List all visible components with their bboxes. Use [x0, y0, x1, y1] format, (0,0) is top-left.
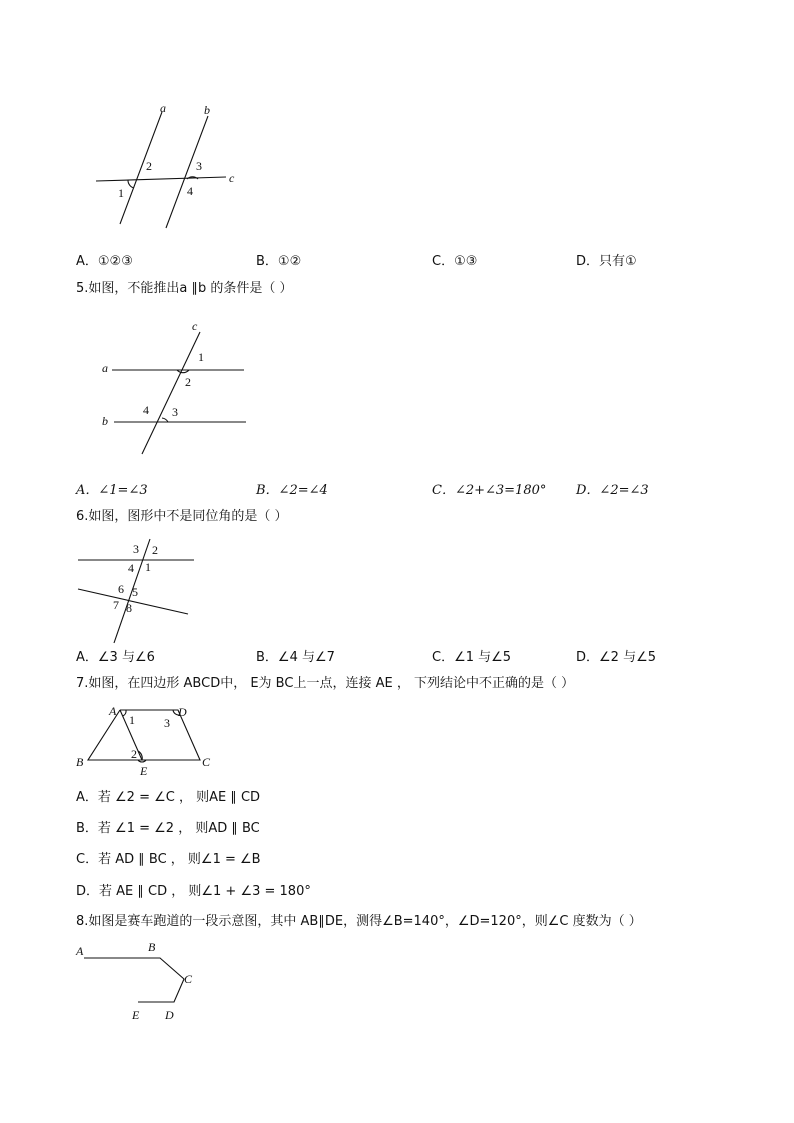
q6-angle-3: 3	[133, 542, 139, 556]
q7-option-a[interactable]: A．若 ∠2 = ∠C ， 则AE ∥ CD	[76, 790, 261, 805]
q7-option-d[interactable]: D．若 AE ∥ CD ， 则∠1 + ∠3 = 180°	[76, 884, 311, 899]
q6-stem: 6.如图，图形中不是同位角的是（ ）	[76, 509, 288, 524]
q4-option-b[interactable]: B．①②	[256, 254, 302, 269]
q4-label-b: b	[204, 103, 210, 117]
q5-option-b[interactable]: B．∠2=∠4	[256, 483, 328, 498]
q6-angle-1: 1	[145, 560, 151, 574]
q5-line-c	[142, 332, 200, 454]
q4-label-c: c	[229, 171, 235, 185]
q5-stem: 5.如图，不能推出a ∥b 的条件是（ ）	[76, 281, 293, 296]
q4-line-a	[120, 112, 162, 224]
q5-option-c[interactable]: C．∠2+∠3=180°	[432, 483, 547, 498]
q5-option-d[interactable]: D．∠2=∠3	[576, 483, 649, 498]
q8-label-a: A	[76, 944, 84, 958]
q7-angle-2: 2	[131, 747, 137, 761]
q4-figure	[90, 98, 250, 232]
q6-angle-6: 6	[118, 582, 124, 596]
q6-angle-2: 2	[152, 543, 158, 557]
q8-label-e: E	[132, 1008, 140, 1022]
q5-angle-arc-3	[162, 418, 168, 422]
q8-stem: 8.如图是赛车跑道的一段示意图，其中 AB∥DE，测得∠B=140°，∠D=120°，则∠C 度数为（ ）	[76, 914, 642, 929]
q6-figure	[72, 535, 202, 647]
q5-angle-4: 4	[143, 403, 149, 417]
q4-angle-1: 1	[118, 186, 124, 200]
q4-angle-3: 3	[196, 159, 202, 173]
q7-label-b: B	[76, 755, 84, 769]
q6-option-d[interactable]: D．∠2 与∠5	[576, 650, 656, 665]
q7-option-b[interactable]: B．若 ∠1 = ∠2 ， 则AD ∥ BC	[76, 821, 260, 836]
q4-option-c[interactable]: C．①③	[432, 254, 478, 269]
q7-label-a: A	[109, 704, 117, 718]
q6-option-b[interactable]: B．∠4 与∠7	[256, 650, 335, 665]
q4-option-d[interactable]: D．只有①	[576, 254, 637, 269]
q6-option-c[interactable]: C．∠1 与∠5	[432, 650, 512, 665]
q8-label-d: D	[165, 1008, 174, 1022]
q4-angle-2: 2	[146, 159, 152, 173]
q5-label-b: b	[102, 414, 108, 428]
q7-stem: 7.如图，在四边形 ABCD中， E为 BC上一点，连接 AE ， 下列结论中不正确的是（ ）	[76, 676, 575, 691]
q6-angle-5: 5	[132, 585, 138, 599]
q6-angle-8: 8	[126, 601, 132, 615]
q7-label-c: C	[202, 755, 211, 769]
q5-angle-1: 1	[198, 350, 204, 364]
q6-option-a[interactable]: A．∠3 与∠6	[76, 650, 155, 665]
q8-label-b: B	[148, 940, 156, 954]
q4-label-a: a	[160, 101, 166, 115]
q5-angle-2: 2	[185, 375, 191, 389]
q7-label-e: E	[140, 764, 148, 778]
q7-figure	[72, 700, 222, 780]
q5-label-a: a	[102, 361, 108, 375]
q8-figure	[72, 938, 212, 1024]
q4-angle-arc-1	[128, 180, 134, 188]
q8-label-c: C	[184, 972, 193, 986]
q6-angle-4: 4	[128, 561, 134, 575]
q7-angle-3: 3	[164, 716, 170, 730]
q5-figure	[96, 318, 256, 458]
q7-option-c[interactable]: C．若 AD ∥ BC ， 则∠1 = ∠B	[76, 852, 261, 867]
q5-label-c: c	[192, 319, 198, 333]
q7-label-d: D	[178, 705, 187, 719]
q5-option-a[interactable]: A．∠1=∠3	[76, 483, 148, 498]
q5-angle-3: 3	[172, 405, 178, 419]
q4-option-a[interactable]: A．①②③	[76, 254, 133, 269]
q4-line-c	[96, 177, 226, 181]
q6-angle-7: 7	[113, 598, 119, 612]
q4-angle-4: 4	[187, 184, 193, 198]
q7-angle-1: 1	[129, 713, 135, 727]
q7-angle-arc-1	[123, 710, 126, 716]
q8-track	[84, 958, 184, 1002]
